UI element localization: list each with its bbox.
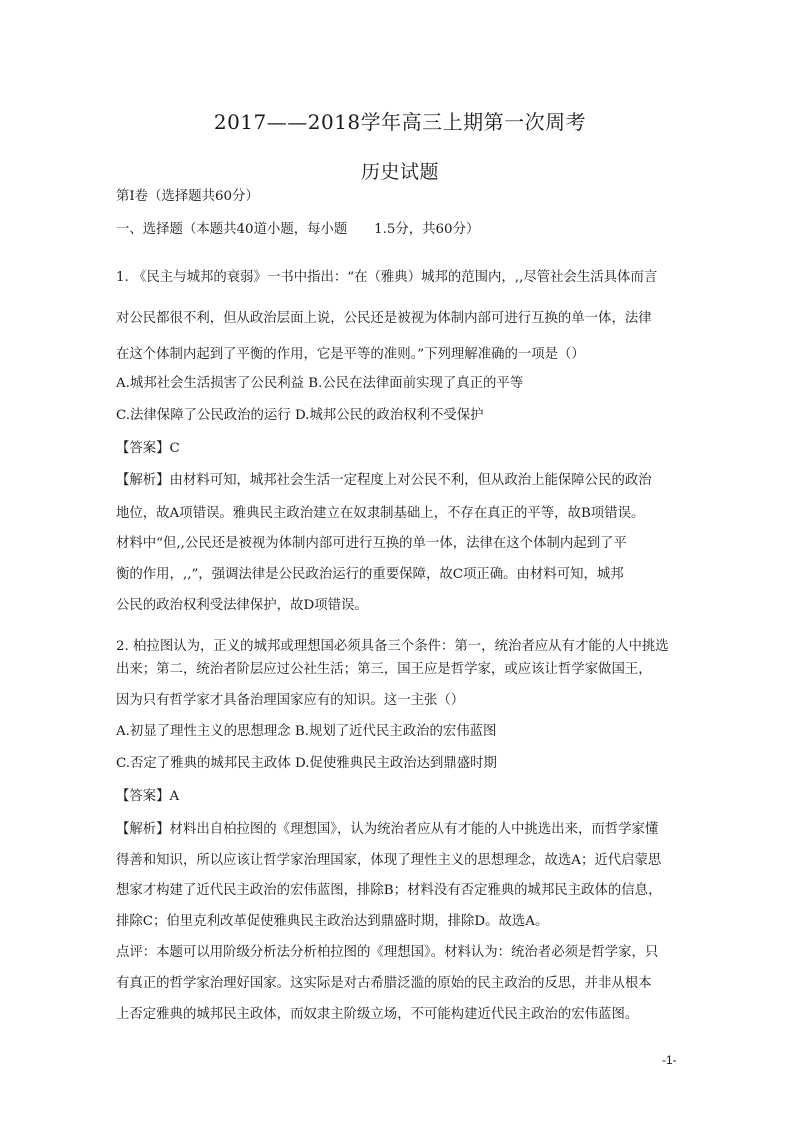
q2-analysis-line: 想家才构建了近代民主政治的宏伟蓝图，排除B；材料没有否定雅典的城邦民主政体的信息， [116, 883, 662, 898]
page-number: -1- [662, 1053, 677, 1067]
q1-analysis-line: 公民的政治权利受法律保护，故D项错误。 [116, 598, 368, 613]
q2-stem-line: 出来；第二，统治者阶层应过公社生活；第三，国王应是哲学家，或应该让哲学家做国王， [116, 662, 652, 677]
section-heading: 一、选择题（本题共40道小题，每小题 1.5分，共60分） [116, 222, 480, 237]
q1-stem-line: 在这个体制内起到了平衡的作用，它是平等的准则。”下列理解准确的一项是（） [116, 347, 585, 362]
q2-analysis-line: 【解析】材料出自柏拉图的《理想国》，认为统治者应从有才能的人中挑选出来，而哲学家懂 [116, 822, 659, 837]
q2-answer: 【答案】A [116, 789, 180, 804]
q1-analysis-line: 材料中“但,,公民还是被视为体制内部可进行互换的单一体，法律在这个体制内起到了平 [116, 536, 627, 551]
q2-stem-line: 2. 柏拉图认为，正义的城邦或理想国必须具备三个条件：第一，统治者应从有才能的人中挑选 [116, 639, 669, 654]
q1-analysis-line: 地位，故A项错误。雅典民主政治建立在奴隶制基础上，不存在真正的平等，故B项错误。 [116, 506, 645, 521]
q2-options-cd: C.否定了雅典的城邦民主政体 D.促使雅典民主政治达到鼎盛时期 [116, 756, 497, 771]
q2-stem-line: 因为只有哲学家才具备治理国家应有的知识。这一主张（） [116, 693, 465, 708]
exam-title: 2017——2018学年高三上期第一次周考 [213, 110, 587, 134]
q1-analysis-line: 【解析】由材料可知，城邦社会生活一定程度上对公民不利，但从政治上能保障公民的政治 [116, 473, 652, 488]
exam-subtitle: 历史试题 [360, 161, 439, 183]
q2-analysis-line: 得善和知识，所以应该让哲学家治理国家，体现了理性主义的思想理念，故选A；近代启蒙思 [116, 853, 662, 868]
q2-analysis-line: 排除C；伯里克利改革促使雅典民主政治达到鼎盛时期，排除D。故选A。 [116, 914, 549, 929]
q2-comment-line: 有真正的哲学家治理好国家。这实际是对古希腊泛滥的原始的民主政治的反思，并非从根本 [116, 976, 652, 991]
q2-comment-line: 点评：本题可以用阶级分析法分析柏拉图的《理想国》。材料认为：统治者必须是哲学家，只 [116, 945, 659, 960]
q1-analysis-line: 衡的作用，,,”，强调法律是公民政治运行的重要保障，故C项正确。由材料可知，城邦 [116, 567, 624, 582]
q1-stem-line: 对公民都很不利，但从政治层面上说，公民还是被视为体制内部可进行互换的单一体，法律 [116, 311, 652, 326]
volume-heading: 第Ⅰ卷（选择题共60分） [116, 189, 259, 204]
q2-comment-line: 上否定雅典的城邦民主政体，而奴隶主阶级立场，不可能构建近代民主政治的宏伟蓝图。 [116, 1007, 639, 1022]
q1-answer: 【答案】C [116, 441, 180, 456]
q1-stem-line: 1. 《民主与城邦的衰弱》一书中指出：“在（雅典）城邦的范围内，,,尽管社会生活具体而言 [116, 270, 658, 285]
q1-options-ab: A.城邦社会生活损害了公民利益 B.公民在法律面前实现了真正的平等 [116, 376, 524, 391]
q1-options-cd: C.法律保障了公民政治的运行 D.城邦公民的政治权利不受保护 [116, 408, 484, 423]
q2-options-ab: A.初显了理性主义的思想理念 B.规划了近代民主政治的宏伟蓝图 [116, 724, 497, 739]
